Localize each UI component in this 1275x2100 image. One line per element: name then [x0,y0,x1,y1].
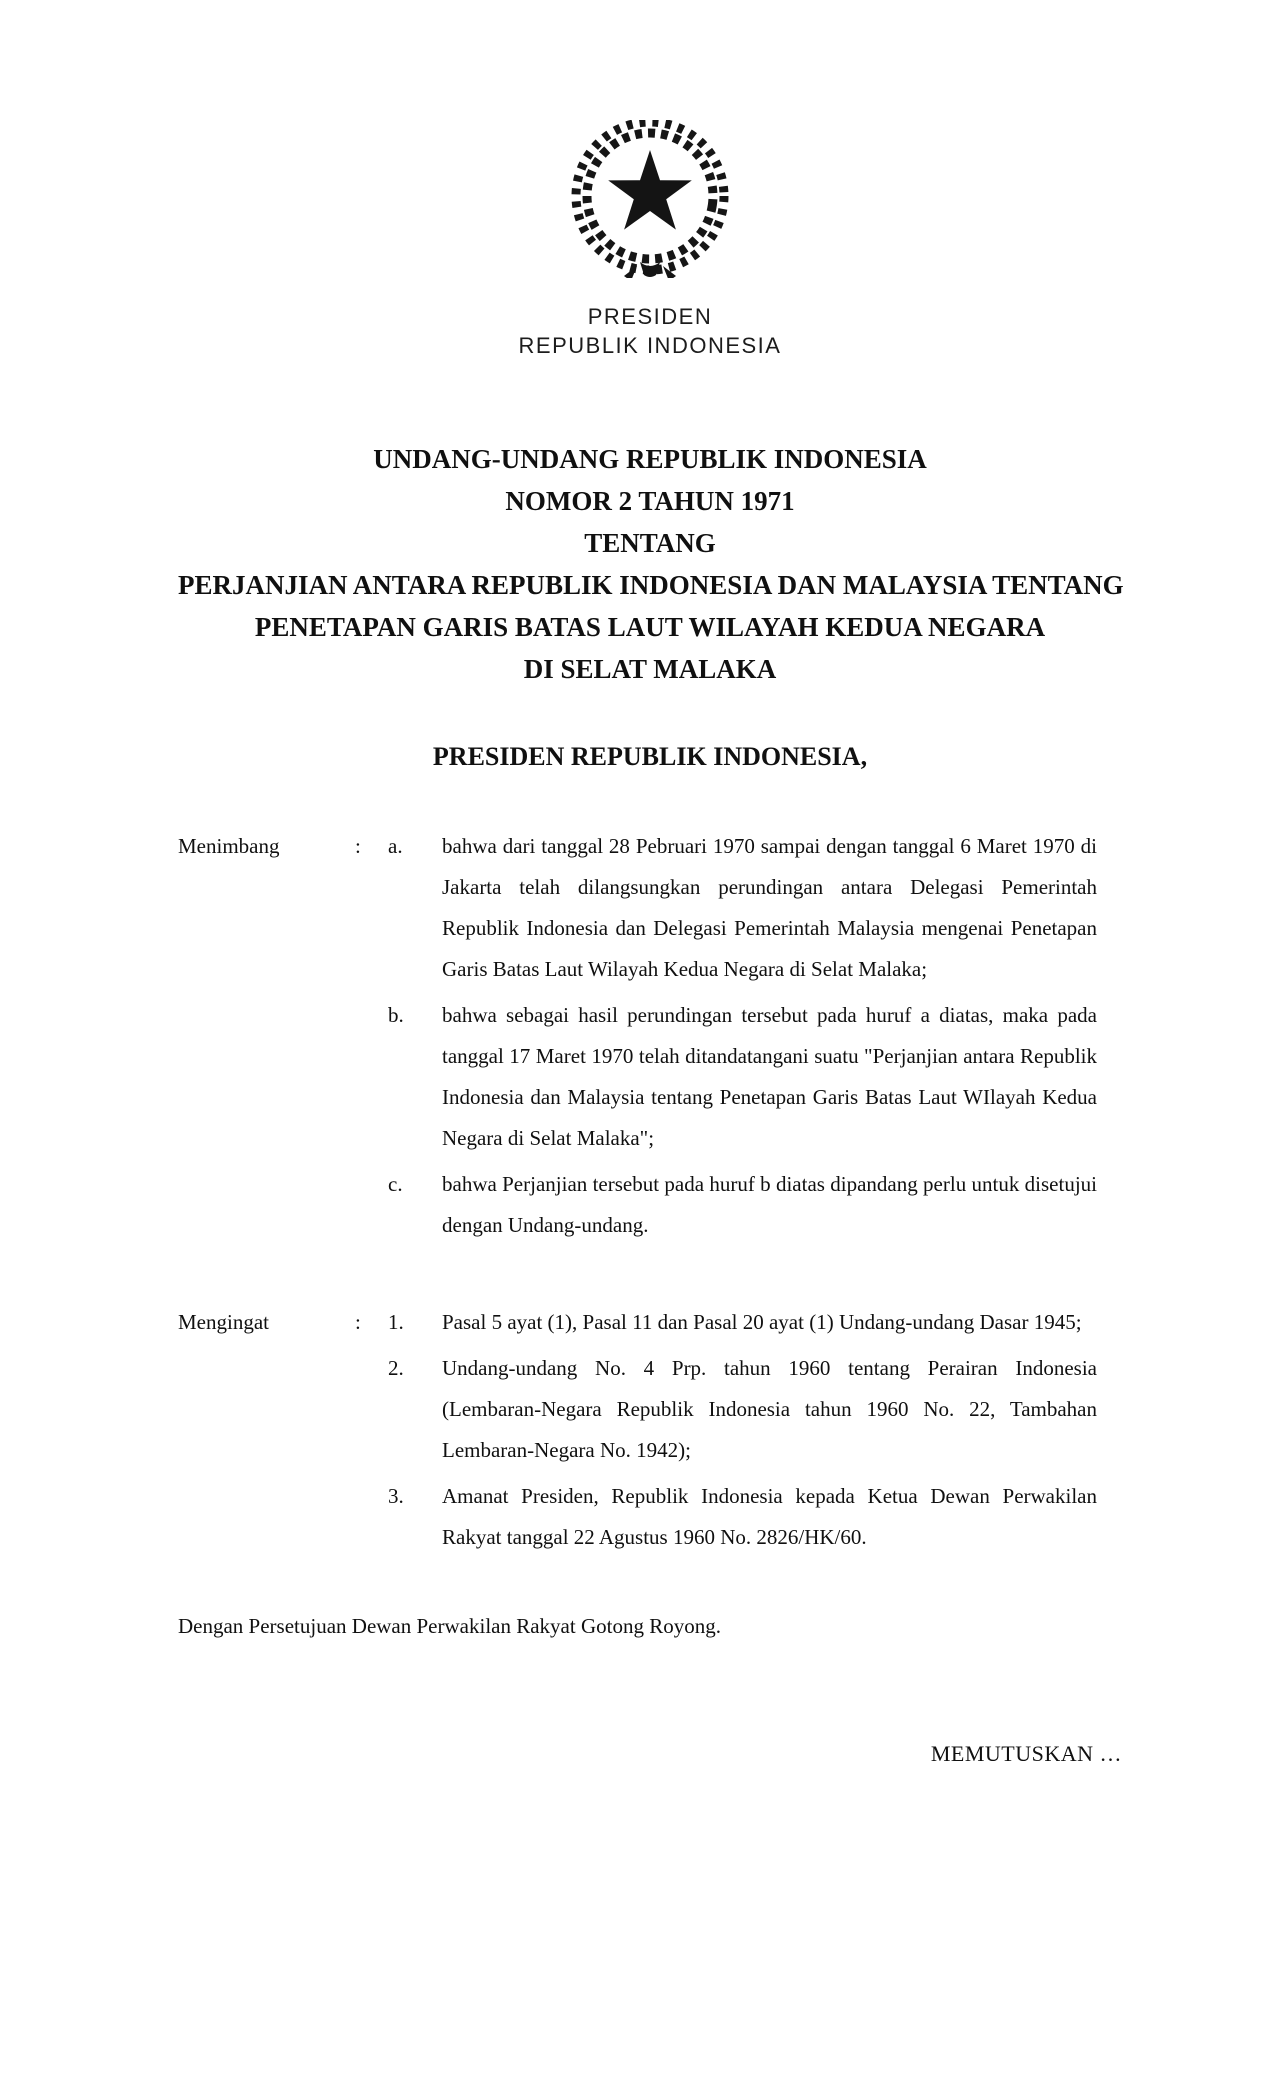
menimbang-items [388,826,1122,1246]
item-text: bahwa dari tanggal 28 Pebruari 1970 sampai dengan tanggal 6 Maret 1970 di Jakarta telah dilangsungkan perundingan antara Delegasi Pemerintah Republik Indonesia dan Delegasi Pemerintah Malaysia mengenai Penetapan Garis Batas Laut Wilayah Kedua Negara di Selat Malaka; [442,834,1097,981]
letterhead-line-republik: REPUBLIK INDONESIA [518,333,782,358]
mengingat-label: Mengingat [178,1310,269,1334]
title-line: PERJANJIAN ANTARA REPUBLIK INDONESIA DAN MALAYSIA TENTANG [178,570,1124,600]
consideration-item-c [388,1164,1122,1246]
recital-item-3 [388,1476,1122,1558]
menimbang-section [178,826,1122,1246]
title-line: TENTANG [584,528,716,558]
emblem-container [178,0,1122,278]
menimbang-row [178,826,1122,1246]
letterhead [178,302,1122,360]
title-line: UNDANG-UNDANG REPUBLIK INDONESIA [373,444,927,474]
mengingat-items [388,1302,1122,1558]
recital-item-1 [388,1302,1122,1343]
menimbang-colon: : [355,834,361,858]
menimbang-label: Menimbang [178,834,280,858]
letterhead-line-presiden: PRESIDEN [587,304,713,329]
document-content [178,0,1122,1774]
recital-item-2 [388,1348,1122,1471]
mengingat-section [178,1302,1122,1558]
document-title [178,438,1122,690]
item-text: Undang-undang No. 4 Prp. tahun 1960 tentang Perairan Indonesia (Lembaran-Negara Republik Indonesia tahun 1960 No. 22, Tambahan Lembaran-Negara No. 1942); [442,1356,1097,1462]
mengingat-row [178,1302,1122,1558]
agreement-line: Dengan Persetujuan Dewan Perwakilan Rakyat Gotong Royong. [178,1614,721,1638]
salutation-line: PRESIDEN REPUBLIK INDONESIA, [432,742,868,771]
title-line: PENETAPAN GARIS BATAS LAUT WILAYAH KEDUA NEGARA [254,612,1046,642]
title-line: NOMOR 2 TAHUN 1971 [505,486,795,516]
item-text: Pasal 5 ayat (1), Pasal 11 dan Pasal 20 ayat (1) Undang-undang Dasar 1945; [442,1310,1082,1334]
item-text: bahwa sebagai hasil perundingan tersebut pada huruf a diatas, maka pada tanggal 17 Maret 1970 telah ditandatangani suatu "Perjanjian antara Republik Indonesia dan Malaysia tentang Penetapan Garis Batas Laut WIlayah Kedua Negara di Selat Malaka"; [442,1003,1097,1150]
mengingat-colon: : [355,1310,361,1334]
item-text: Amanat Presiden, Republik Indonesia kepada Ketua Dewan Perwakilan Rakyat tanggal 22 Agustus 1960 No. 2826/HK/60. [442,1484,1097,1549]
item-text: bahwa Perjanjian tersebut pada huruf b diatas dipandang perlu untuk disetujui dengan Undang-undang. [442,1172,1097,1237]
item-marker: 3. [388,1484,404,1508]
item-marker: 2. [388,1356,404,1380]
item-marker: 1. [388,1310,404,1334]
star-wreath-emblem-icon [567,120,733,278]
consideration-item-b [388,995,1122,1159]
item-marker: b. [388,1003,404,1027]
title-line: DI SELAT MALAKA [523,654,777,684]
item-marker: c. [388,1172,403,1196]
consideration-item-a [388,826,1122,990]
item-marker: a. [388,834,403,858]
decision-line: MEMUTUSKAN … [930,1741,1122,1766]
